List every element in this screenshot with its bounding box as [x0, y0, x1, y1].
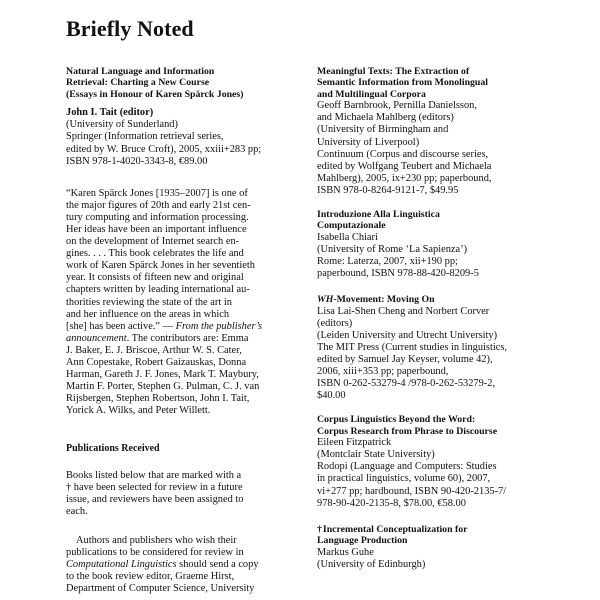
- publication-entry: [317, 66, 541, 197]
- title-line: [317, 524, 541, 535]
- right-column: [317, 66, 541, 580]
- authors-line: publications to be considered for review in: [66, 547, 244, 559]
- detail-line: paperbound, ISBN 978-88-420-8209-5: [317, 268, 479, 280]
- authors-line: [66, 559, 290, 571]
- detail-line: Mahlberg), 2005, ix+230 pp; paperbound,: [317, 172, 492, 184]
- quote-line: work of Karen Spärck Jones in her seventieth: [66, 260, 255, 272]
- quote-line: Her ideas have been an important influence: [66, 223, 247, 235]
- book-title-line: Natural Language and Information: [66, 66, 215, 77]
- book-details: [66, 119, 290, 167]
- authors-line: Authors and publishers who wish their: [76, 534, 237, 546]
- title-line: Introduzione Alla Linguistica: [317, 208, 440, 220]
- contributors-line: Rijsbergen, Stephen Robertson, John I. Tait,: [66, 393, 250, 405]
- journal-name: Computational Linguistics: [66, 559, 177, 571]
- title-line: Corpus Linguistics Beyond the Word:: [317, 414, 476, 426]
- detail-line: ISBN 0-262-53279-4 /978-0-262-53279-2,: [317, 378, 496, 390]
- detail-line: (University of Birmingham and: [317, 124, 449, 136]
- detail-line: Continuum (Corpus and discourse series,: [317, 148, 489, 160]
- detail-line: ISBN 978-0-8264-9121-7, $49.95: [317, 184, 459, 196]
- received-line: each.: [66, 505, 88, 517]
- detail-line: Isabella Chiari: [317, 231, 378, 243]
- title-line: Semantic Information from Monolingual: [317, 77, 488, 89]
- publication-details: [317, 437, 541, 510]
- publications-received-note: [66, 470, 290, 518]
- quote-line: and her influence on the areas in which: [66, 308, 230, 320]
- publication-entry: [317, 209, 541, 280]
- quote-line: on the development of Internet search en-: [66, 236, 240, 248]
- authors-line: Department of Computer Science, University: [66, 583, 255, 595]
- publication-title: [317, 524, 541, 547]
- book-title-line: (Essays in Honour of Karen Spärck Jones): [66, 88, 244, 100]
- book-detail-line: Springer (Information retrieval series,: [66, 131, 224, 143]
- publication-entry: [317, 414, 541, 509]
- left-column: [66, 66, 290, 595]
- publication-title: [317, 294, 541, 305]
- authors-note: [66, 535, 290, 595]
- quote-line: the major figures of 20th and early 21st cen-: [66, 199, 251, 211]
- book-detail-line: edited by W. Bruce Croft), 2005, xxiii+283 pp;: [66, 143, 262, 155]
- book-editor: John I. Tait (editor): [66, 107, 154, 119]
- detail-line: (Montclair State University): [317, 449, 435, 461]
- detail-line: and Michaela Mahlberg (editors): [317, 112, 454, 124]
- publications-received-heading: Publications Received: [66, 443, 160, 455]
- dagger-mark: †: [317, 523, 322, 535]
- detail-line: (University of Edinburgh): [317, 558, 426, 570]
- quote-attribution: announcement: [66, 332, 127, 344]
- detail-line: 2006, xiii+353 pp; paperbound,: [317, 366, 449, 378]
- title-line: Computazionale: [317, 220, 386, 232]
- detail-line: Lisa Lai-Shen Cheng and Norbert Corver: [317, 305, 490, 317]
- publication-title: [317, 209, 541, 232]
- contributors-line: Harman, Gareth J. F. Jones, Mark T. Maybury,: [66, 369, 259, 381]
- title-line: and Multilingual Corpora: [317, 88, 426, 100]
- publication-details: [317, 306, 541, 403]
- title-text: Incremental Conceptualization for: [322, 523, 468, 535]
- quote-attribution: From the publisher’s: [175, 320, 263, 332]
- detail-line: (University of Rome ‘La Sapienza’): [317, 243, 468, 255]
- contributors-line: Ann Copestake, Robert Gaizauskas, Donna: [66, 357, 247, 368]
- detail-line: Rodopi (Language and Computers: Studies: [317, 461, 497, 473]
- authors-line: to the book review editor, Graeme Hirst,: [66, 571, 235, 583]
- book-title: [66, 66, 290, 100]
- title-line: Language Production: [317, 535, 408, 547]
- page-title: Briefly Noted: [66, 16, 194, 41]
- detail-line: edited by Wolfgang Teubert and Michaela: [317, 160, 492, 172]
- quote-line-text: [she] has been active.” —: [66, 320, 176, 332]
- quote-line: “Karen Spärck Jones [1935–2007] is one of: [66, 187, 248, 199]
- quote-line: year. It consists of fifteen new and original: [66, 272, 244, 284]
- title-rest: -Movement: Moving On: [333, 294, 435, 306]
- publication-details: [317, 232, 541, 280]
- quote-line: tury computing and information processing.: [66, 211, 249, 223]
- detail-line: University of Liverpool): [317, 136, 420, 148]
- contributors-text: . The contributors are: Emma: [126, 332, 249, 344]
- contributors-line: Yorick A. Wilks, and Peter Willett.: [66, 405, 211, 417]
- detail-line: $40.00: [317, 390, 346, 402]
- detail-line: (Leiden University and Utrecht University): [317, 329, 498, 341]
- quote-line: gines. . . . This book celebrates the life and: [66, 248, 244, 260]
- detail-line: The MIT Press (Current studies in linguistics,: [317, 341, 507, 353]
- publication-title: [317, 66, 541, 100]
- title-line: Meaningful Texts: The Extraction of: [317, 66, 470, 77]
- title-italic: WH: [317, 294, 334, 306]
- quote-line: [66, 333, 290, 345]
- publication-details: [317, 100, 541, 197]
- detail-line: vi+277 pp; hardbound, ISBN 90-420-2135-7/: [317, 485, 507, 497]
- book-detail-line: ISBN 978-1-4020-3343-8, €89.00: [66, 155, 208, 167]
- contributors-line: Martin F. Porter, Stephen G. Pulman, C. J. van: [66, 381, 260, 393]
- book-quote: [66, 188, 290, 418]
- received-line: Books listed below that are marked with a: [66, 469, 242, 481]
- publication-title: [317, 414, 541, 437]
- book-title-line: Retrieval: Charting a New Course: [66, 77, 210, 89]
- book-detail-line: (University of Sunderland): [66, 119, 178, 131]
- title-line: Corpus Research from Phrase to Discourse: [317, 425, 498, 437]
- authors-line-rest: should send a copy: [176, 559, 259, 571]
- quote-line: chapters written by leading international au-: [66, 284, 250, 296]
- contributors-line: J. Baker, E. J. Briscoe, Arthur W. S. Cater,: [66, 344, 242, 356]
- publication-entry: [317, 294, 541, 402]
- received-line: issue, and reviewers have been assigned to: [66, 493, 244, 505]
- detail-line: 978-90-420-2135-8, $78.00, €58.00: [317, 497, 466, 509]
- quote-line: [66, 321, 290, 333]
- publication-details: [317, 547, 541, 571]
- detail-line: edited by Samuel Jay Keyser, volume 42),: [317, 353, 493, 365]
- detail-line: in practical linguistics, volume 60), 2007,: [317, 473, 491, 485]
- detail-line: (editors): [317, 317, 353, 329]
- title-line: [317, 294, 541, 305]
- detail-line: Eileen Fitzpatrick: [317, 437, 392, 449]
- detail-line: Markus Guhe: [317, 546, 374, 558]
- detail-line: Rome: Laterza, 2007, xii+190 pp;: [317, 255, 458, 267]
- received-line: † have been selected for review in a future: [66, 481, 243, 493]
- detail-line: Geoff Barnbrook, Pernilla Danielsson,: [317, 100, 477, 112]
- quote-line: thorities reviewing the state of the art in: [66, 296, 232, 308]
- publication-entry: [317, 524, 541, 571]
